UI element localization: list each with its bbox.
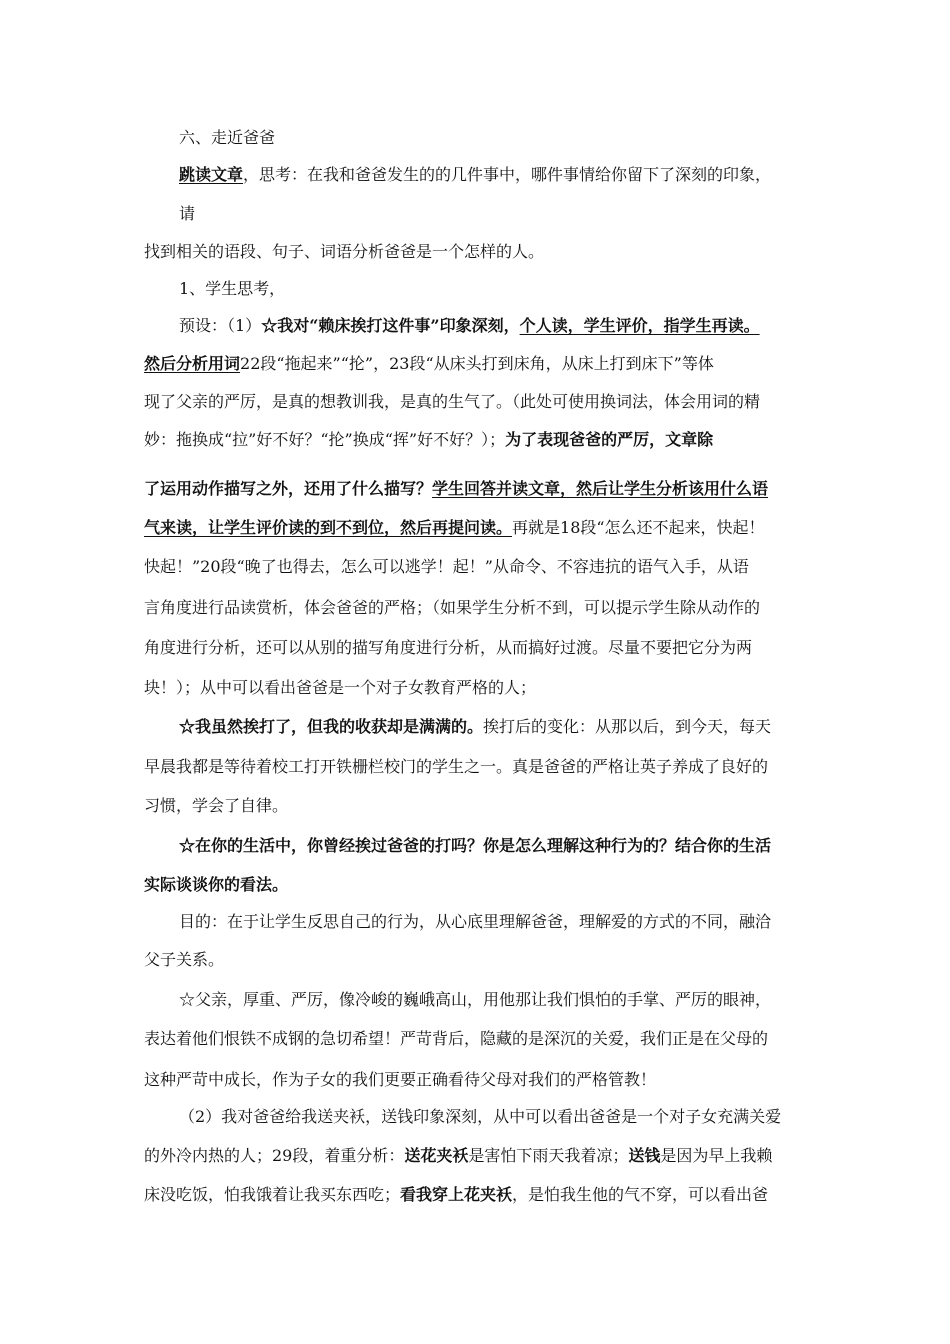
step-1: 1、学生思考， [179,279,286,298]
harvest-line-1: ☆我虽然挨打了，但我的收获却是满满的。挨打后的变化：从那以后，到今天，每天 [179,717,772,736]
part2-line-2: 的外冷内热的人；29段，着重分析：送花夹袄是害怕下雨天我着凉；送钱是因为早上我赖 [144,1146,773,1165]
purpose-line-2: 父子关系。 [144,950,225,969]
question-line-2: 实际谈谈你的看法。 [144,875,289,894]
preset-line-8: 言角度进行品读赏析，体会爸爸的严格；（如果学生分析不到，可以提示学生除从动作的 [144,598,761,617]
section-heading: 六、走近爸爸 [179,128,276,147]
father-line-2: 表达着他们恨铁不成钢的急切希望！严苛背后，隐藏的是深沉的关爱，我们正是在父母的 [144,1029,769,1048]
preset-line-3: 现了父亲的严厉，是真的想教训我，是真的生气了。（此处可使用换词法，体会用词的精 [144,392,761,411]
intro-line-tail: 请 [179,204,196,223]
father-line-1: ☆父亲，厚重、严厉，像冷峻的巍峨高山，用他那让我们惧怕的手掌、严厉的眼神， [179,990,772,1009]
preset-line-4: 妙：拖换成“拉”好不好？“抡”换成“挥”好不好？）；为了表现爸爸的严厉，文章除 [144,430,714,449]
preset-line-10: 块！）；从中可以看出爸爸是一个对子女教育严格的人； [144,678,537,697]
question-line-1: ☆在你的生活中，你曾经挨过爸爸的打吗？你是怎么理解这种行为的？结合你的生活 [179,836,772,855]
intro-emphasis: 跳读文章 [179,165,244,184]
harvest-line-2: 早晨我都是等待着校工打开铁栅栏校门的学生之一。真是爸爸的严格让英子养成了良好的 [144,757,769,776]
harvest-line-3: 习惯，学会了自律。 [144,796,289,815]
preset-line-1: 预设：（1）☆我对“赖床挨打这件事”印象深刻，个人读，学生评价，指学生再读。 [179,316,760,335]
preset-line-9: 角度进行分析，还可以从别的描写角度进行分析，从而搞好过渡。尽量不要把它分为两 [144,638,753,657]
father-line-3: 这种严苛中成长，作为子女的我们更要正确看待父母对我们的严格管教！ [144,1070,657,1089]
intro-line-1: 跳读文章，思考：在我和爸爸发生的的几件事中，哪件事情给你留下了深刻的印象， [179,165,772,184]
part2-line-3: 床没吃饭，怕我饿着让我买东西吃；看我穿上花夹袄，是怕我生他的气不穿，可以看出爸 [144,1185,769,1204]
preset-line-6: 气来读，让学生评价读的到不到位，然后再提问读。再就是18段“怎么还不起来，快起！ [144,518,765,537]
intro-line-2: 找到相关的语段、句子、词语分析爸爸是一个怎样的人。 [144,242,545,261]
preset-line-5: 了运用动作描写之外，还用了什么描写？学生回答并读文章，然后让学生分析该用什么语 [144,479,769,498]
part2-line-1: （2）我对爸爸给我送夹袄，送钱印象深刻，从中可以看出爸爸是一个对子女充满关爱 [179,1107,782,1126]
preset-line-7: 快起！”20段“晚了也得去，怎么可以逃学！起！”从命令、不容违抗的语气入手，从语 [144,557,749,576]
purpose-line-1: 目的：在于让学生反思自己的行为，从心底里理解爸爸，理解爱的方式的不同，融洽 [179,912,772,931]
preset-line-2: 然后分析用词22段“拖起来”“抡”，23段“从床头打到床角，从床上打到床下”等体 [144,354,714,373]
